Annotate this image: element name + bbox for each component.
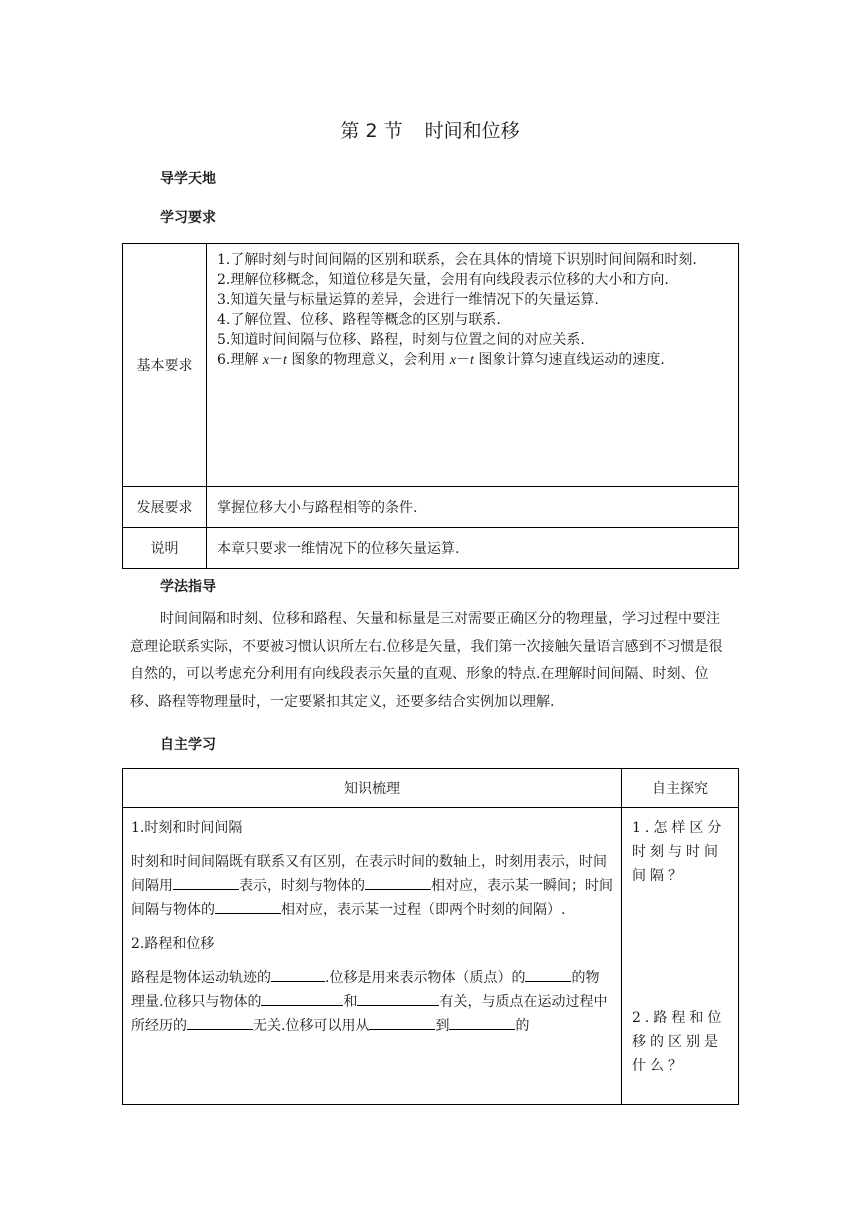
basic-item: 1.了解时刻与时间间隔的区别和联系，会在具体的情境下识别时间间隔和时刻.: [217, 252, 697, 268]
basic-item: 3.知道矢量与标量运算的差异，会进行一维情况下的矢量运算.: [217, 292, 599, 308]
explore-cell: [622, 808, 739, 1105]
text: 6.理解: [217, 352, 263, 368]
section-name: 时间和位移: [424, 120, 520, 142]
text: .位移是用来表示物体（质点）的: [325, 970, 526, 986]
text: 时刻和时间间隔既有联系又有区别，在表示时间的数轴上，时刻用表示，时间间隔用: [131, 854, 607, 894]
s1-text: [131, 850, 613, 922]
text: 和: [343, 994, 358, 1010]
text: 表示，时刻与物体的: [239, 878, 365, 894]
text: 有关，与质点在运动过程中所经历的: [131, 994, 608, 1034]
s1-title: 1.时刻和时间间隔: [131, 820, 243, 836]
basic-item: [217, 350, 730, 371]
col-explore: 自主探究: [622, 769, 739, 808]
note-label: 说明: [123, 528, 207, 569]
basic-item: 5.知道时间间隔与位移、路程，时刻与位置之间的对应关系.: [217, 332, 585, 348]
basic-items: [207, 244, 739, 487]
blank: [357, 991, 439, 1006]
text: 路程是物体运动轨迹的: [131, 970, 271, 986]
section-number: 第 2 节: [340, 120, 403, 142]
basic-item: 2.理解位移概念，知道位移是矢量，会用有向线段表示位移的大小和方向.: [217, 272, 669, 288]
s2-text: [131, 966, 613, 1038]
text: 图象计算匀速直线运动的速度.: [473, 352, 665, 368]
blank: [449, 1015, 515, 1030]
knowledge-cell: [123, 808, 622, 1105]
requirements-table: [122, 243, 739, 569]
text: 无关.位移可以用从: [253, 1018, 370, 1034]
text: 到: [435, 1018, 450, 1034]
blank: [187, 1015, 253, 1030]
method-paragraph: 时间间隔和时刻、位移和路程、矢量和标量是三对需要正确区分的物理量，学习过程中要注意理论联系实际，不要被习惯认识所左右.位移是矢量，我们第一次接触矢量语言感到不习惯是很自然的，可以考虑充分利用有向线段表示矢量的直观、形象的特点.在理解时间间隔、时刻、位移、路程等物理量时，一定要紧扣其定义，还要多结合实例加以理解.: [130, 611, 723, 710]
dev-label: 发展要求: [123, 487, 207, 528]
var: t: [470, 353, 474, 368]
var: x: [449, 353, 457, 368]
blank: [365, 875, 431, 890]
blank: [525, 967, 571, 982]
dev-text: 掌握位移大小与路程相等的条件.: [207, 487, 739, 528]
question-2: 2.路程和位移的区别是什么？: [632, 1010, 726, 1074]
var: x: [262, 353, 270, 368]
col-knowledge: 知识梳理: [123, 769, 622, 808]
blank: [173, 875, 239, 890]
page-title: [0, 116, 860, 143]
text: 图象的物理意义，会利用: [286, 352, 450, 368]
blank: [261, 991, 343, 1006]
question-1: 1.怎样区分时刻与时间间隔？: [632, 820, 726, 884]
blank: [215, 899, 281, 914]
s2-title: 2.路程和位移: [131, 936, 215, 952]
heading-requirements: 学习要求: [160, 210, 216, 226]
text: －: [269, 352, 284, 368]
blank: [271, 967, 325, 982]
heading-method: 学法指导: [160, 579, 216, 595]
basic-label: 基本要求: [123, 244, 207, 487]
basic-item: 4.了解位置、位移、路程等概念的区别与联系.: [217, 312, 501, 328]
text: －: [456, 352, 471, 368]
text: 的: [515, 1018, 530, 1034]
heading-guide: 导学天地: [160, 171, 216, 187]
self-study-table: [122, 768, 739, 1105]
text: 相对应，表示某一过程（即两个时刻的间隔）.: [281, 902, 566, 918]
var: t: [283, 353, 287, 368]
heading-self-study: 自主学习: [160, 737, 216, 753]
blank: [369, 1015, 435, 1030]
note-text: 本章只要求一维情况下的位移矢量运算.: [207, 528, 739, 569]
text: 相对应，表示某一瞬间；时间间隔与物体的: [131, 878, 613, 918]
text: 的物理量.位移只与物体的: [131, 970, 600, 1010]
